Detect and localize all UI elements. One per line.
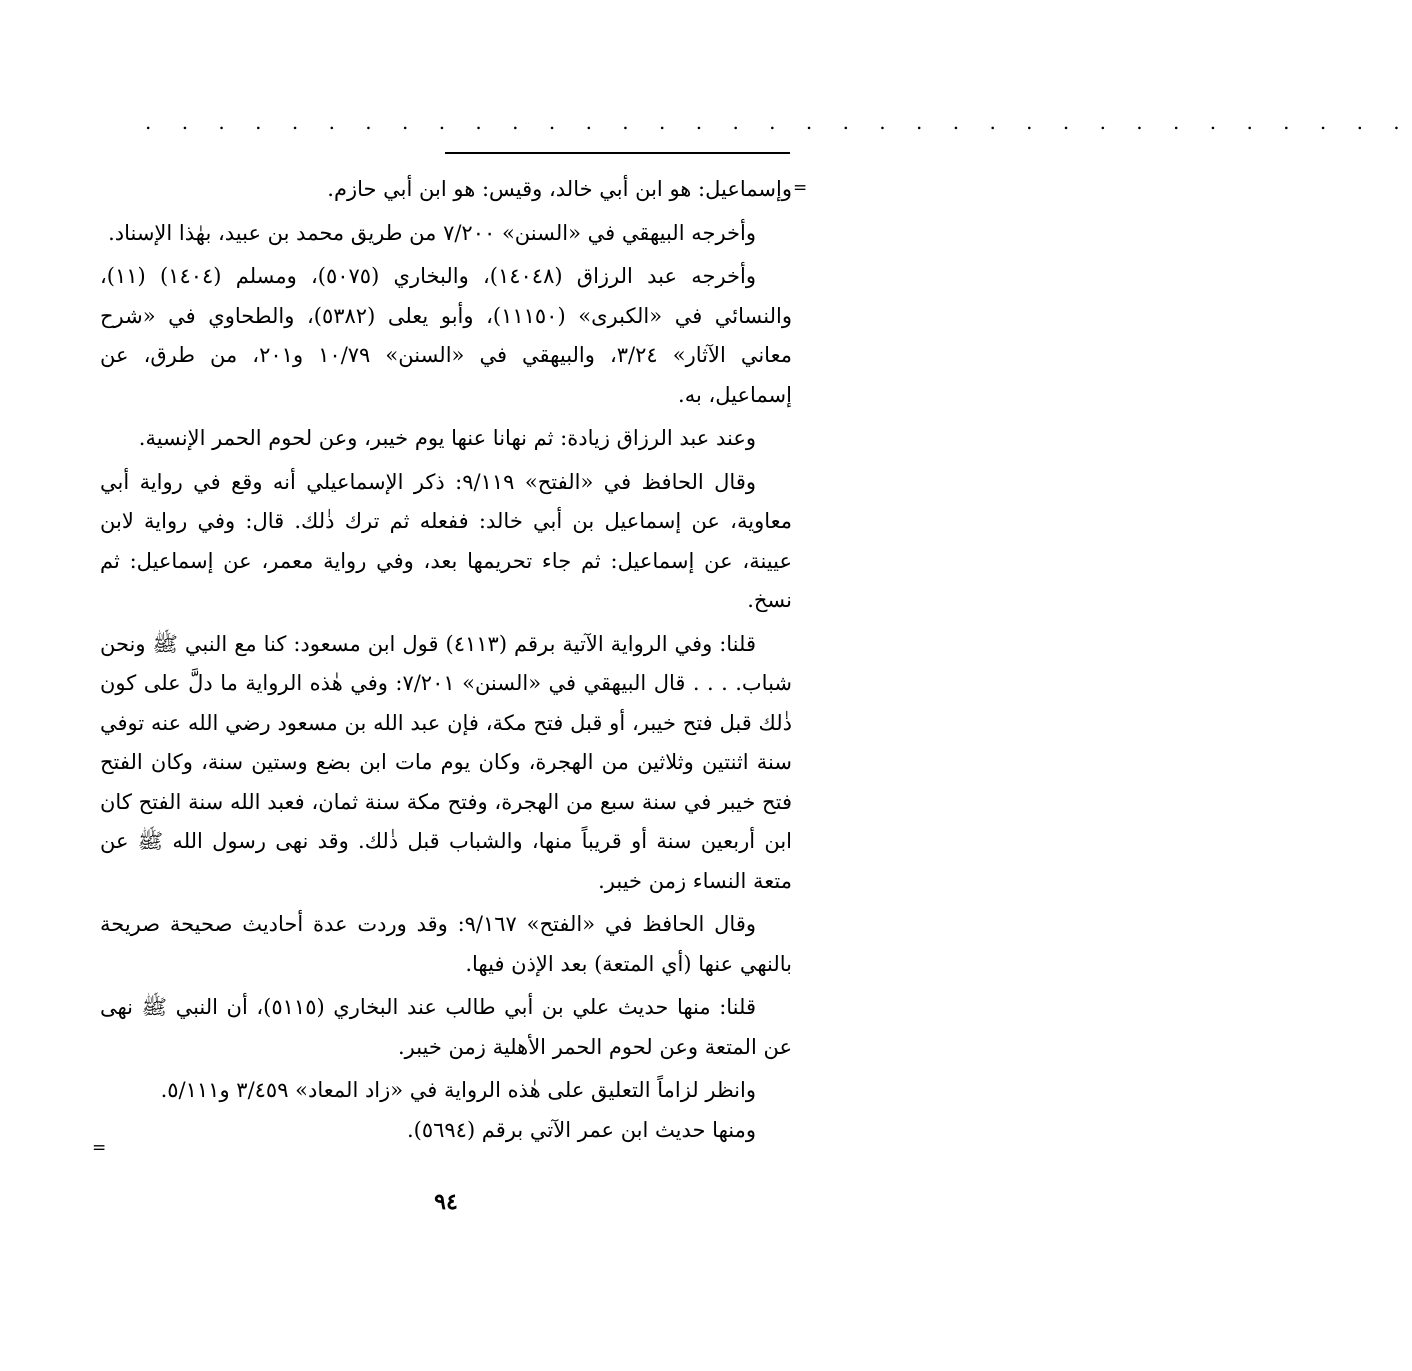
paragraph-abdurrazzaq: وعند عبد الرزاق زيادة: ثم نهانا عنها يوم خيبر، وعن لحوم الحمر الإنسية. [138, 426, 756, 450]
paragraph-zad-almaad: وانظر لزاماً التعليق على هٰذه الرواية في «زاد المعاد» ٣/٤٥٩ و٥/١١١. [160, 1078, 756, 1102]
footnote-rule [445, 152, 790, 154]
paragraph-fath-119: وقال الحافظ في «الفتح» ٩/١١٩: ذكر الإسماعيلي أنه وقع في رواية أبي معاوية، عن إسماعيل بن أبي خالد: ففعله ثم ترك ذٰلك. قال: وفي رواية لابن عيينة، عن إسماعيل: ثم جاء تحريمها بعد، وفي رواية معمر، عن إسماعيل: ثم نسخ. [100, 469, 792, 612]
footnote-text [100, 170, 792, 1150]
continuation-mark-bottom: = [92, 1138, 107, 1158]
paragraph-bayhaqi: وأخرجه البيهقي في «السنن» ٧/٢٠٠ من طريق محمد بن عبيد، بهٰذا الإسناد. [108, 220, 756, 245]
paragraph-ibn-umar: ومنها حديث ابن عمر الآتي برقم (٥٦٩٤). [406, 1117, 756, 1142]
paragraph-ali-hadith: قلنا: منها حديث علي بن أبي طالب عند البخاري (٥١١٥)، أن النبي ﷺ نهى عن المتعة وعن لحوم الحمر الأهلية زمن خيبر. [100, 995, 792, 1059]
page-number: ٩٤ [434, 1189, 458, 1215]
paragraph-ibn-masud: قلنا: وفي الرواية الآتية برقم (٤١١٣) قول ابن مسعود: كنا مع النبي ﷺ ونحن شباب. . . . قال البيهقي في «السنن» ٧/٢٠١: وفي هٰذه الرواية ما دلَّ على كون ذٰلك قبل فتح خيبر، أو قبل فتح مكة، فإن عبد الله بن مسعود رضي الله عنه توفي سنة اثنتين وثلاثين من الهجرة، وكان يوم مات ابن بضع وستين سنة، وكان الفتح فتح خيبر في سنة سبع من الهجرة، وفتح مكة سنة ثمان، فعبد الله سنة الفتح كان ابن أربعين سنة أو قريباً منها، والشباب قبل ذٰلك. وقد نهى رسول الله ﷺ عن متعة النساء زمن خيبر. [100, 631, 792, 893]
paragraph-fath-167: وقال الحافظ في «الفتح» ٩/١٦٧: وقد وردت عدة أحاديث صحيحة صريحة بالنهي عنها (أي المتعة) بعد الإذن فيها. [100, 912, 792, 976]
separator-dots: . . . . . . . . . . . . . . . . . . . . . . . . . . . . . . . . . . . [145, 110, 1412, 134]
paragraph-takhrij: وأخرجه عبد الرزاق (١٤٠٤٨)، والبخاري (٥٠٧٥)، ومسلم (١٤٠٤) (١١)، والنسائي في «الكبرى» (١١١٥٠)، وأبو يعلى (٥٣٨٢)، والطحاوي في «شرح معاني الآثار» ٣/٢٤، والبيهقي في «السنن» ١٠/٧٩ و٢٠١، من طرق، عن إسماعيل، به. [100, 264, 792, 407]
continuation-mark-top: = [793, 178, 808, 198]
paragraph-narrators: وإسماعيل: هو ابن أبي خالد، وقيس: هو ابن أبي حازم. [327, 177, 792, 201]
